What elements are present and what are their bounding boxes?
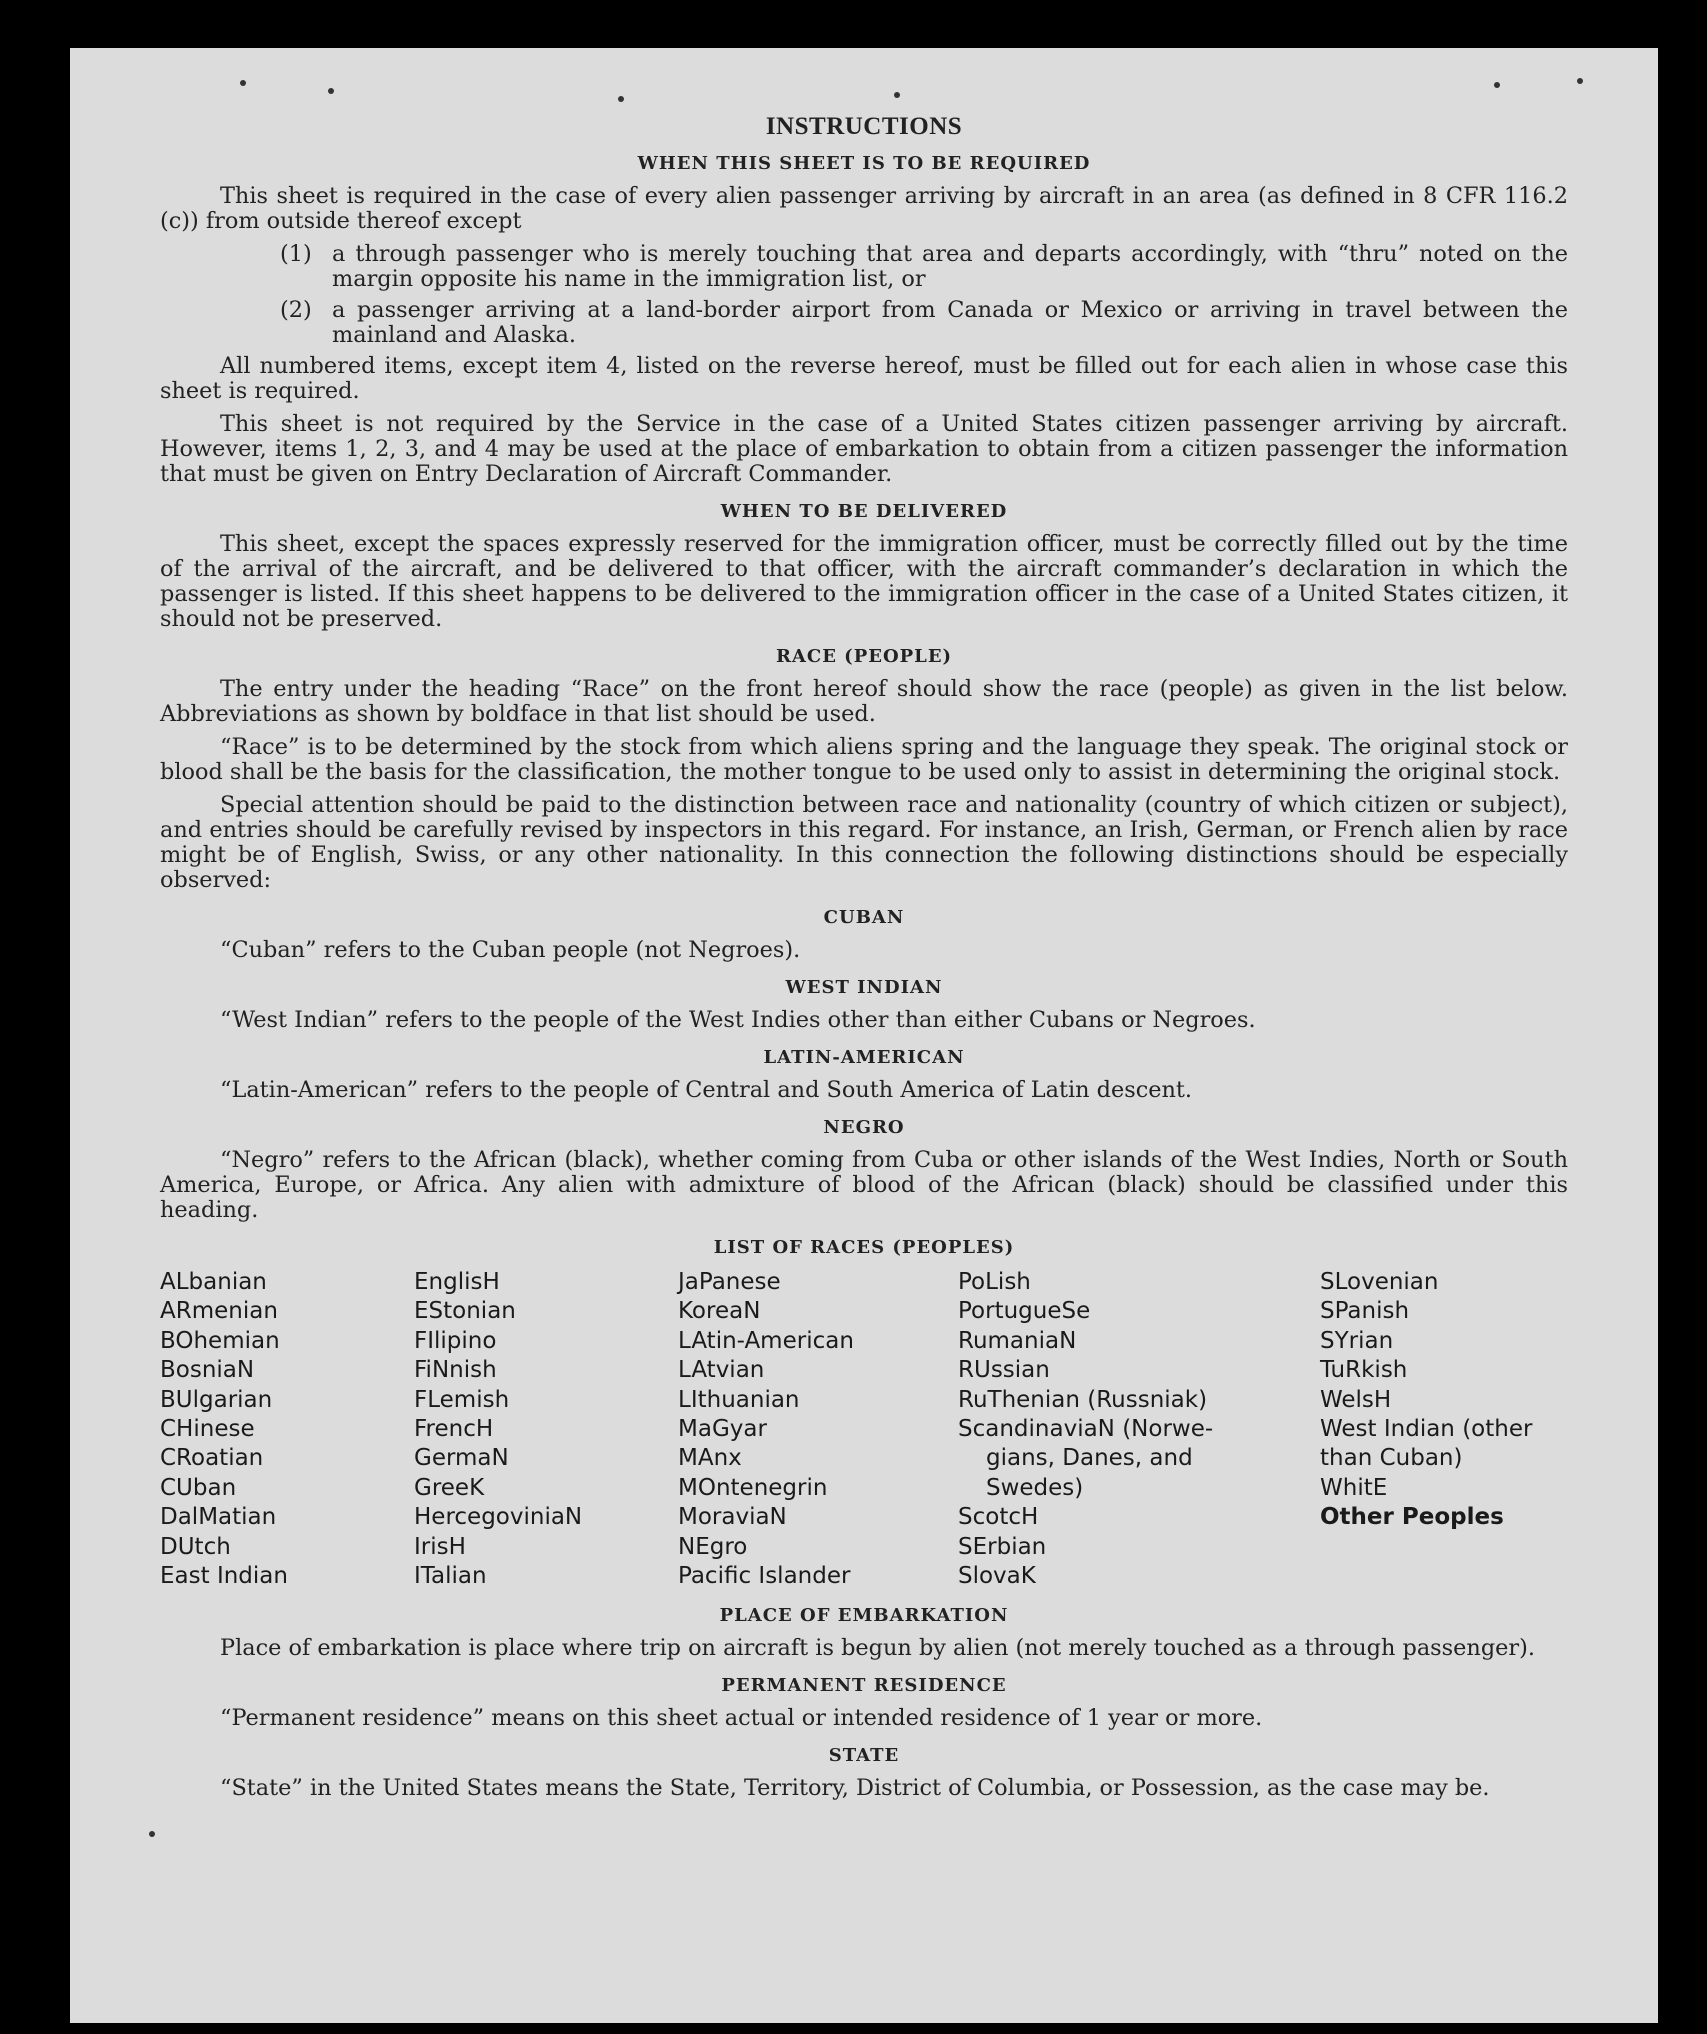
race-entry: MAnx: [678, 1445, 742, 1472]
item-number: (1): [280, 241, 312, 267]
race-entry: NEgro: [678, 1533, 748, 1560]
required-para-1: All numbered items, except item 4, listed on the reverse hereof, must be filled out for each alien in whose case this sheet is required.: [160, 353, 1568, 404]
state-text: “State” in the United States means the State, Territory, District of Columbia, or Possession, as the case may be.: [220, 1775, 1490, 1802]
scan-speck: [1577, 78, 1583, 84]
race-entry: PortugueSe: [958, 1298, 1091, 1325]
races-column-5: [1320, 1268, 1570, 1591]
race-para-3: Special attention should be paid to the distinction between race and nationality (country of which citizen or subject), and entries should be carefully revised by inspectors in this regard. For instance, an Irish, German, or French alien by race might be of English, Swiss, or any other nationality. In this connection the following distinctions should be especially observed:: [160, 792, 1568, 893]
races-list: [160, 1268, 1568, 1591]
exception-item-2: [280, 298, 1568, 348]
races-column-4: [958, 1268, 1320, 1591]
race-entry: WelsH: [1320, 1386, 1392, 1413]
heading-state: STATE: [828, 1745, 900, 1767]
instructions-content: [160, 114, 1568, 1801]
race-entry-continued: gians, Danes, and: [986, 1445, 1193, 1472]
heading-latin-american: LATIN-AMERICAN: [763, 1047, 965, 1068]
race-entry: ALbanian: [160, 1269, 267, 1295]
race-entry: BUlgarian: [160, 1386, 273, 1413]
race-entry: RUssian: [958, 1357, 1050, 1384]
race-entry: ARmenian: [160, 1298, 278, 1325]
race-entry: SErbian: [958, 1533, 1047, 1560]
race-entry: WhitE: [1320, 1474, 1388, 1501]
race-entry: Pacific Islander: [678, 1563, 851, 1590]
race-entry: West Indian (other: [1320, 1416, 1533, 1443]
race-entry: PoLish: [958, 1269, 1031, 1295]
races-column-3: [678, 1268, 958, 1591]
race-entry: FrencH: [414, 1416, 494, 1443]
exception-item-1: [280, 242, 1568, 292]
cuban-text: “Cuban” refers to the Cuban people (not Negroes).: [220, 937, 801, 963]
race-entry: HercegoviniaN: [414, 1504, 583, 1531]
race-entry: DalMatian: [160, 1504, 277, 1531]
race-entry: ITalian: [414, 1563, 487, 1590]
residence-text: “Permanent residence” means on this sheet actual or intended residence of 1 year or more.: [220, 1705, 1263, 1732]
scan-speck: [618, 96, 624, 102]
heading-when-delivered: WHEN TO BE DELIVERED: [720, 501, 1008, 522]
document-page: [70, 48, 1658, 2023]
races-column-2: [414, 1268, 678, 1591]
race-entry: RumaniaN: [958, 1327, 1077, 1354]
race-entry: GermaN: [414, 1445, 509, 1472]
scan-speck: [240, 80, 246, 86]
race-entry: RuThenian (Russniak): [958, 1386, 1208, 1413]
heading-list-of-races: LIST OF RACES (PEOPLES): [713, 1237, 1015, 1258]
race-entry: MOntenegrin: [678, 1474, 828, 1501]
race-entry: KoreaN: [678, 1298, 761, 1325]
race-entry: FiNnish: [414, 1357, 497, 1384]
race-entry: GreeK: [414, 1474, 485, 1501]
heading-permanent-residence: PERMANENT RESIDENCE: [721, 1675, 1007, 1697]
race-entry: LAtvian: [678, 1357, 765, 1384]
race-entry: BosniaN: [160, 1357, 255, 1384]
delivered-text: This sheet, except the spaces expressly reserved for the immigration officer, must be correctly filled out by the time of the arrival of the aircraft, and be delivered to that officer, with the aircraft commander’s declaration in which the passenger is listed. If this sheet happens to be delivered to the immigration officer in the case of a United States citizen, it should not be preserved.: [160, 531, 1568, 632]
race-entry: MaGyar: [678, 1416, 767, 1443]
required-para-2: This sheet is not required by the Service in the case of a United States citizen passenger arriving by aircraft. However, items 1, 2, 3, and 4 may be used at the place of embarkation to obtain from a citizen passenger the information that must be given on Entry Declaration of Aircraft Commander.: [160, 411, 1568, 487]
scan-speck: [328, 88, 334, 94]
scan-speck: [1494, 82, 1500, 88]
race-entry: than Cuban): [1320, 1445, 1463, 1472]
scan-speck: [894, 92, 900, 98]
race-entry: TuRkish: [1320, 1357, 1408, 1384]
item-text: a through passenger who is merely touching that area and departs accordingly, with “thru” noted on the margin opposite his name in the immigration list, or: [332, 241, 1568, 292]
race-entry: SLovenian: [1320, 1269, 1439, 1295]
race-entry: CHinese: [160, 1416, 255, 1443]
scan-speck: [149, 1831, 155, 1837]
race-entry-continued: Swedes): [986, 1474, 1084, 1501]
required-intro: This sheet is required in the case of every alien passenger arriving by aircraft in an area (as defined in 8 CFR 116.2 (c)) from outside thereof except: [160, 183, 1568, 234]
race-entry: FIlipino: [414, 1327, 497, 1354]
race-para-1: The entry under the heading “Race” on the front hereof should show the race (people) as given in the list below. Abbreviations as shown by boldface in that list should be used.: [160, 676, 1568, 727]
embarkation-text: Place of embarkation is place where trip on aircraft is begun by alien (not merely touched as a through passenger).: [220, 1635, 1535, 1662]
race-entry: IrisH: [414, 1533, 466, 1560]
race-entry: LAtin-American: [678, 1327, 854, 1354]
race-entry: SPanish: [1320, 1298, 1410, 1325]
race-entry: EnglisH: [414, 1269, 500, 1295]
heading-race: RACE (PEOPLE): [775, 646, 953, 667]
race-entry: DUtch: [160, 1533, 231, 1560]
race-entry: ScandinaviaN (Norwe-: [958, 1416, 1214, 1443]
negro-text: “Negro” refers to the African (black), whether coming from Cuba or other islands of the West Indies, North or South America, Europe, or Africa. Any alien with admixture of blood of the African (black) should be classified under this heading.: [160, 1147, 1568, 1223]
race-entry: FLemish: [414, 1386, 510, 1413]
race-entry: East Indian: [160, 1563, 288, 1590]
latin-american-text: “Latin-American” refers to the people of Central and South America of Latin descent.: [220, 1077, 1193, 1103]
heading-when-required: WHEN THIS SHEET IS TO BE REQUIRED: [637, 153, 1091, 174]
heading-place-of-embarkation: PLACE OF EMBARKATION: [719, 1605, 1009, 1627]
race-entry: SlovaK: [958, 1563, 1036, 1590]
page-title: INSTRUCTIONS: [765, 113, 963, 140]
race-entry: CRoatian: [160, 1445, 264, 1472]
race-entry: ScotcH: [958, 1504, 1039, 1531]
race-entry: MoraviaN: [678, 1504, 787, 1531]
west-indian-text: “West Indian” refers to the people of the West Indies other than either Cubans or Negroes.: [220, 1007, 1256, 1033]
heading-west-indian: WEST INDIAN: [785, 977, 943, 998]
race-entry: CUban: [160, 1474, 237, 1501]
race-entry: EStonian: [414, 1298, 516, 1325]
race-entry: Other Peoples: [1320, 1504, 1504, 1531]
race-para-2: “Race” is to be determined by the stock from which aliens spring and the language they speak. The original stock or blood shall be the basis for the classification, the mother tongue to be used only to assist in determining the original stock.: [160, 734, 1568, 785]
race-entry: BOhemian: [160, 1327, 280, 1354]
heading-cuban: CUBAN: [823, 907, 905, 928]
race-entry: SYrian: [1320, 1327, 1394, 1354]
races-column-1: [160, 1268, 414, 1591]
heading-negro: NEGRO: [823, 1117, 905, 1138]
race-entry: JaPanese: [678, 1269, 781, 1295]
item-number: (2): [280, 297, 312, 323]
item-text: a passenger arriving at a land-border airport from Canada or Mexico or arriving in travel between the mainland and Alaska.: [332, 297, 1568, 348]
race-entry: LIthuanian: [678, 1386, 800, 1413]
